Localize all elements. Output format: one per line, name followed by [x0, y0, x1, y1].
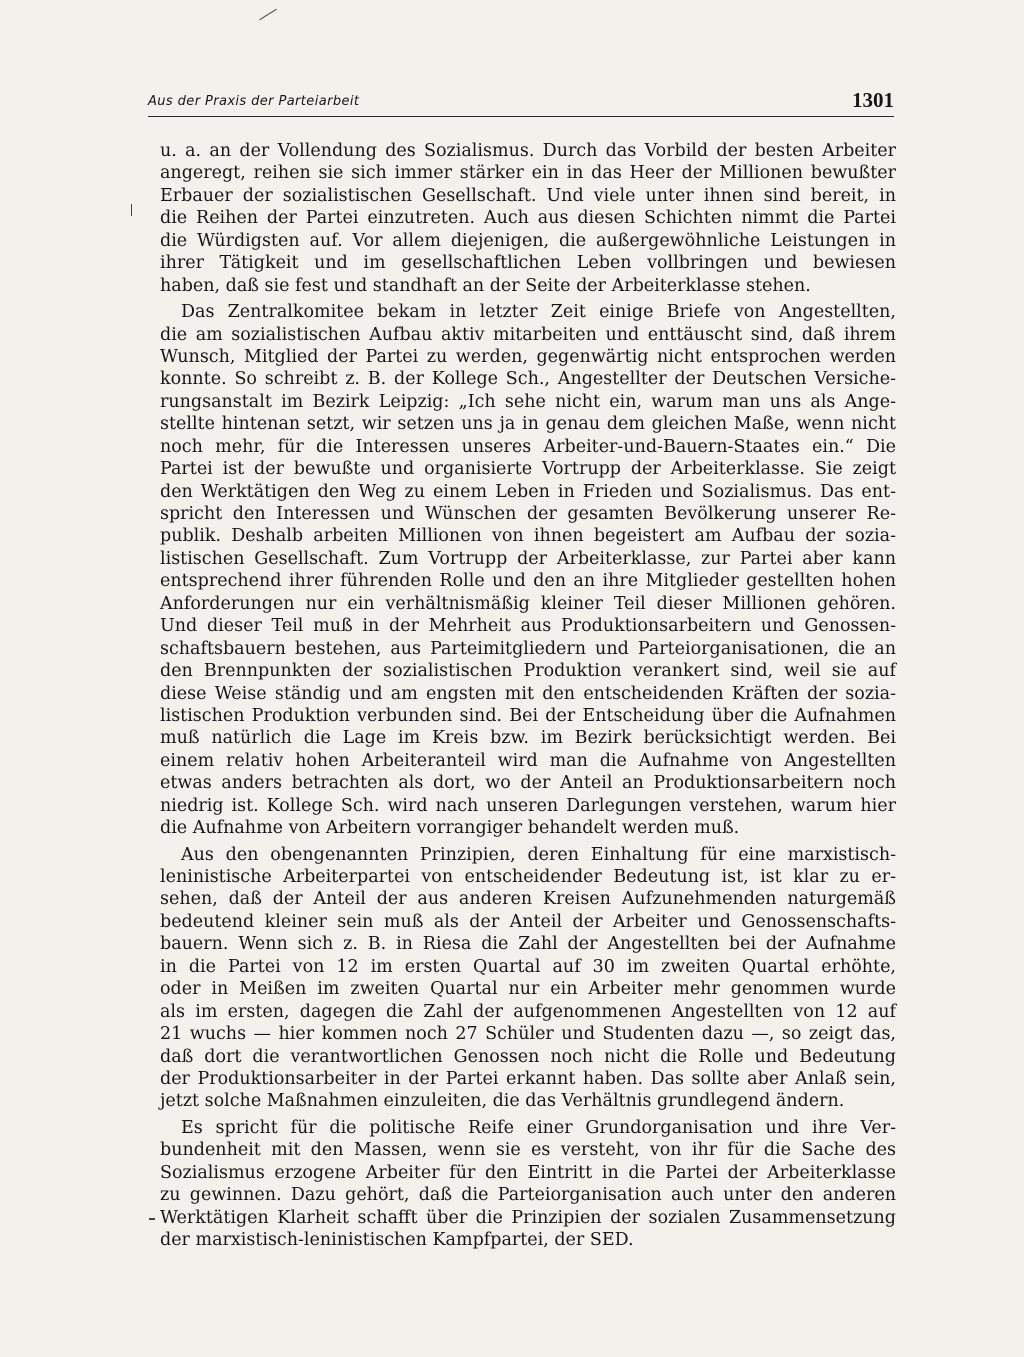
text-line: listischen Produktion verbunden sind. Bei der Entscheidung über die Aufnahmen — [160, 705, 896, 726]
text-line: niedrig ist. Kollege Sch. wird nach unseren Darlegungen verstehen, warum hier — [160, 795, 896, 816]
body-text — [160, 140, 896, 1251]
page-number: 1301 — [852, 88, 894, 112]
text-line: der marxistisch-leninistischen Kampfpartei, der SED. — [160, 1230, 634, 1250]
text-line: noch mehr, für die Interessen unseres Arbeiter-und-Bauern-Staates ein.“ Die — [160, 436, 896, 457]
text-line: schaftsbauern bestehen, aus Parteimitgliedern und Parteiorganisationen, die an — [160, 638, 896, 659]
text-line: bedeutend kleiner sein muß als der Anteil der Arbeiter und Genossenschafts- — [160, 911, 896, 932]
paragraph-1 — [160, 140, 896, 297]
text-line: Sozialismus erzogene Arbeiter für den Eintritt in die Partei der Arbeiterklasse — [160, 1162, 896, 1183]
scan-mark-left — [131, 204, 132, 216]
text-line: publik. Deshalb arbeiten Millionen von ihnen begeistert am Aufbau der sozia- — [160, 526, 896, 547]
text-line: sehen, daß der Anteil der aus anderen Kreisen Aufzunehmenden naturgemäß — [160, 889, 896, 910]
text-line: angeregt, reihen sie sich immer stärker ein in das Heer der Millionen bewußter — [160, 163, 896, 184]
paragraph-3 — [160, 844, 896, 1113]
text-line: die am sozialistischen Aufbau aktiv mitarbeiten und enttäuscht sind, daß ihrem — [160, 324, 896, 345]
text-line: der Produktionsarbeiter in der Partei erkannt haben. Das sollte aber Anlaß sein, — [160, 1068, 896, 1089]
running-head: Aus der Praxis der Parteiarbeit — [148, 94, 360, 109]
text-line: etwas anders betrachten als dort, wo der Anteil an Produktionsarbeitern noch — [160, 773, 896, 794]
text-line: die Aufnahme von Arbeitern vorrangiger behandelt werden muß. — [160, 818, 740, 839]
text-line: Anforderungen nur ein verhältnismäßig kleiner Teil dieser Millionen gehören. — [160, 593, 896, 614]
text-line: Erbauer der sozialistischen Gesellschaft. Und viele unter ihnen sind bereit, in — [160, 185, 896, 206]
text-line: konnte. So schreibt z. B. der Kollege Sch., Angestellter der Deutschen Versiche- — [160, 369, 896, 390]
text-line: zu gewinnen. Dazu gehört, daß die Parteiorganisation auch unter den anderen — [160, 1185, 896, 1206]
paragraph-4 — [160, 1117, 896, 1252]
text-line: rungsanstalt im Bezirk Leipzig: „Ich sehe nicht ein, warum man uns als Ange- — [160, 391, 896, 412]
scan-mark-bottom — [149, 1218, 155, 1220]
text-line: bundenheit mit den Massen, wenn sie es versteht, von ihr für die Sache des — [160, 1140, 896, 1161]
text-line: diese Weise ständig und am engsten mit den entscheidenden Kräften der sozia- — [160, 683, 896, 704]
text-line: Das Zentralkomitee bekam in letzter Zeit einige Briefe von Angestellten, — [181, 302, 896, 323]
text-line: entsprechend ihrer führenden Rolle und den an ihre Mitglieder gestellten hohen — [160, 571, 896, 592]
text-line: die Reihen der Partei einzutreten. Auch aus diesen Schichten nimmt die Partei — [160, 208, 896, 229]
paragraph-2 — [160, 301, 896, 840]
text-line: Es spricht für die politische Reife einer Grundorganisation und ihre Ver- — [181, 1117, 896, 1138]
text-line: leninistische Arbeiterpartei von entscheidender Bedeutung ist, ist klar zu er- — [160, 867, 896, 887]
page-header — [148, 88, 894, 117]
text-line: jetzt solche Maßnahmen einzuleiten, die das Verhältnis grundlegend ändern. — [160, 1091, 845, 1112]
text-line: daß dort die verantwortlichen Genossen noch nicht die Rolle und Bedeutung — [160, 1046, 896, 1067]
text-line: Und dieser Teil muß in der Mehrheit aus Produktionsarbeitern und Genossen- — [160, 616, 896, 637]
text-line: Aus den obengenannten Prinzipien, deren Einhaltung für eine marxistisch- — [181, 844, 896, 865]
text-line: haben, daß sie fest und standhaft an der Seite der Arbeiterklasse stehen. — [160, 275, 811, 296]
text-line: die Würdigsten auf. Vor allem diejenigen, die außergewöhnliche Leistungen in — [160, 230, 896, 251]
text-line: oder in Meißen im zweiten Quartal nur ein Arbeiter mehr genommen wurde — [160, 979, 896, 1000]
text-line: listischen Gesellschaft. Zum Vortrupp der Arbeiterklasse, zur Partei aber kann — [160, 548, 896, 569]
text-line: den Werktätigen den Weg zu einem Leben in Frieden und Sozialismus. Das ent- — [160, 481, 896, 502]
text-line: Partei ist der bewußte und organisierte Vortrupp der Arbeiterklasse. Sie zeigt — [160, 459, 896, 480]
text-line: 21 wuchs — hier kommen noch 27 Schüler und Studenten dazu —, so zeigt das, — [160, 1024, 896, 1045]
text-line: einem relativ hohen Arbeiteranteil wird man die Aufnahme von Angestellten — [160, 750, 896, 771]
text-line: spricht den Interessen und Wünschen der gesamten Bevölkerung unserer Re- — [160, 504, 896, 524]
text-line: Wunsch, Mitglied der Partei zu werden, gegenwärtig nicht entsprochen werden — [160, 346, 896, 367]
text-line: ihrer Tätigkeit und im gesellschaftlichen Leben vollbringen und bewiesen — [160, 253, 896, 274]
scan-mark-top — [259, 9, 276, 20]
text-line: als im ersten, dagegen die Zahl der aufgenommenen Angestellten von 12 auf — [160, 1001, 896, 1022]
text-line: bauern. Wenn sich z. B. in Riesa die Zahl der Angestellten bei der Aufnahme — [160, 934, 896, 955]
text-line: den Brennpunkten der sozialistischen Produktion verankert sind, weil sie auf — [160, 661, 896, 682]
text-line: in die Partei von 12 im ersten Quartal auf 30 im zweiten Quartal erhöhte, — [160, 956, 896, 977]
text-line: u. a. an der Vollendung des Sozialismus. Durch das Vorbild der besten Arbeiter — [160, 141, 896, 161]
text-line: Werktätigen Klarheit schafft über die Prinzipien der sozialen Zusammensetzung — [160, 1207, 896, 1228]
text-line: stellte hintenan setzt, wir setzen uns ja in genau dem gleichen Maße, wenn nicht — [160, 414, 896, 435]
text-line: muß natürlich die Lage im Kreis bzw. im Bezirk berücksichtigt werden. Bei — [160, 728, 896, 749]
